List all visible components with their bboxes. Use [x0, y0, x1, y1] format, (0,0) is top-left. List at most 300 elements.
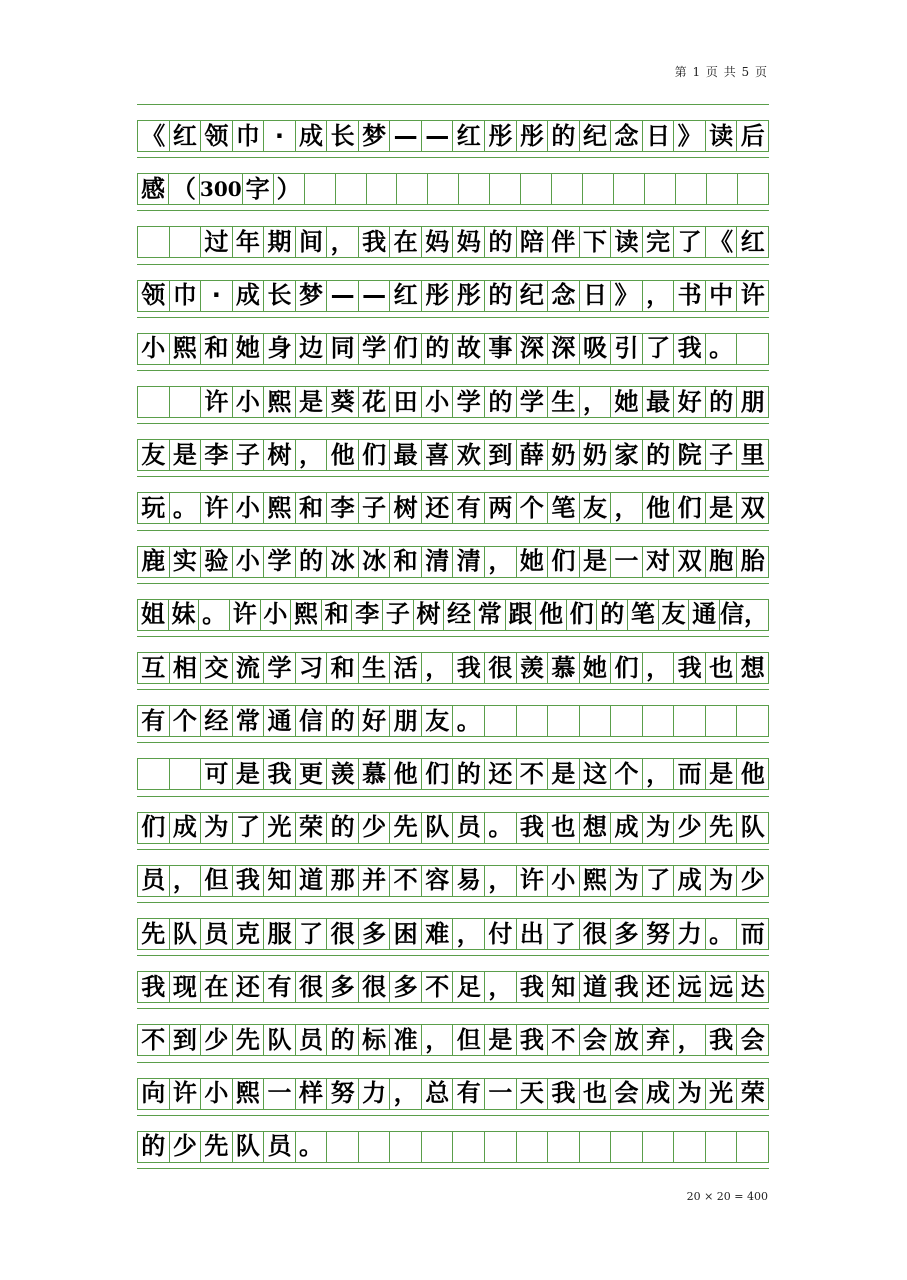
grid-cell: 努 [327, 1078, 359, 1109]
grid-cell [583, 173, 614, 204]
grid-cell: ， [611, 492, 643, 523]
grid-cell: 为 [643, 812, 675, 843]
grid-cell: ， [422, 1024, 454, 1055]
grid-cell: 多 [359, 918, 391, 949]
grid-cell: 长 [327, 120, 359, 151]
grid-cell: 信 [296, 705, 328, 736]
grid-cell: 验 [201, 546, 233, 577]
grid-cell: 们 [674, 492, 706, 523]
grid-cell: 生 [359, 652, 391, 683]
grid-cell: 们 [567, 599, 598, 630]
grid-row [137, 705, 769, 736]
grid-cell: 了 [674, 226, 706, 257]
grid-cell: 的 [485, 386, 517, 417]
grid-row [137, 1078, 769, 1109]
grid-cell: 们 [422, 758, 454, 789]
grid-cell: 学 [264, 546, 296, 577]
grid-cell [737, 333, 769, 364]
grid-cell: 边 [296, 333, 328, 364]
grid-cell [580, 1131, 612, 1162]
grid-cell [643, 705, 675, 736]
grid-cell: 我 [706, 1024, 738, 1055]
grid-cell: ， [485, 546, 517, 577]
grid-cell: 先 [706, 812, 738, 843]
grid-cell: 过 [201, 226, 233, 257]
grid-cell: 了 [233, 812, 265, 843]
grid-cell: 容 [422, 865, 454, 896]
grid-cell: 学 [359, 333, 391, 364]
grid-cell: 这 [580, 758, 612, 789]
grid-row [137, 1024, 769, 1055]
grid-cell: 很 [485, 652, 517, 683]
grid-cell: 知 [548, 971, 580, 1002]
grid-cell: ， [453, 918, 485, 949]
grid-cell [580, 705, 612, 736]
grid-cell: 的 [138, 1131, 170, 1162]
grid-cell [138, 386, 170, 417]
grid-cell: ， [170, 865, 202, 896]
grid-line [137, 736, 769, 737]
grid-cell: 员 [453, 812, 485, 843]
grid-cell: 朋 [390, 705, 422, 736]
grid-cell: 是 [548, 758, 580, 789]
grid-cell: 朋 [737, 386, 769, 417]
grid-cell: 队 [233, 1131, 265, 1162]
grid-cell: 现 [170, 971, 202, 1002]
grid-cell: 的 [296, 546, 328, 577]
grid-line [137, 742, 769, 743]
grid-cell: 她 [611, 386, 643, 417]
grid-cell: 熙 [291, 599, 322, 630]
grid-line [137, 370, 769, 371]
grid-cell: 队 [737, 812, 769, 843]
grid-cell: 了 [548, 918, 580, 949]
grid-cell: 许 [737, 280, 769, 311]
grid-row [137, 918, 769, 949]
grid-cell: 长 [264, 280, 296, 311]
grid-line [137, 630, 769, 631]
grid-cell: 间 [296, 226, 328, 257]
grid-cell [453, 1131, 485, 1162]
grid-cell: 习 [296, 652, 328, 683]
grid-cell: 。 [706, 333, 738, 364]
grid-cell: 通 [689, 599, 720, 630]
grid-cell: 生 [548, 386, 580, 417]
grid-cell: 红 [453, 120, 485, 151]
grid-cell: 向 [138, 1078, 170, 1109]
grid-cell: ， [296, 439, 328, 470]
grid-cell: 和 [322, 599, 353, 630]
grid-cell: 的 [597, 599, 628, 630]
grid-cell: 不 [517, 758, 549, 789]
grid-cell: 田 [390, 386, 422, 417]
grid-cell: 子 [383, 599, 414, 630]
grid-cell: 彤 [422, 280, 454, 311]
grid-cell: 玩 [138, 492, 170, 523]
grid-cell: 我 [233, 865, 265, 896]
grid-cell: 。 [170, 492, 202, 523]
grid-cell: 许 [170, 1078, 202, 1109]
grid-cell: 是 [706, 758, 738, 789]
grid-row [137, 386, 769, 417]
grid-cell: 还 [485, 758, 517, 789]
grid-cell: 易 [453, 865, 485, 896]
grid-line [137, 843, 769, 844]
grid-cell: 常 [233, 705, 265, 736]
grid-cell: 是 [296, 386, 328, 417]
grid-cell: 李 [327, 492, 359, 523]
grid-cell: 有 [138, 705, 170, 736]
grid-cell: 很 [359, 971, 391, 1002]
grid-cell [490, 173, 521, 204]
grid-cell [336, 173, 367, 204]
grid-cell: 有 [453, 492, 485, 523]
grid-line [137, 1055, 769, 1056]
grid-cell: 小 [201, 1078, 233, 1109]
grid-cell: 我 [548, 1078, 580, 1109]
grid-cell: 深 [517, 333, 549, 364]
grid-cell: 许 [201, 386, 233, 417]
grid-cell: 读 [611, 226, 643, 257]
grid-cell: 冰 [359, 546, 391, 577]
grid-cell: 少 [170, 1131, 202, 1162]
grid-cell: 小 [138, 333, 170, 364]
grid-cell: 活 [390, 652, 422, 683]
grid-cell: 学 [264, 652, 296, 683]
grid-cell: 先 [138, 918, 170, 949]
grid-cell [643, 1131, 675, 1162]
grid-cell: 达 [737, 971, 769, 1002]
grid-cell: 家 [611, 439, 643, 470]
grid-row [137, 652, 769, 683]
grid-cell: 羡 [327, 758, 359, 789]
grid-cell: 多 [327, 971, 359, 1002]
grid-cell: 们 [138, 812, 170, 843]
grid-cell: 经 [201, 705, 233, 736]
grid-cell [706, 1131, 738, 1162]
grid-cell [517, 1131, 549, 1162]
grid-cell: 到 [485, 439, 517, 470]
grid-line [137, 530, 769, 531]
grid-cell: 友 [422, 705, 454, 736]
grid-cell: 少 [737, 865, 769, 896]
grid-cell: 双 [737, 492, 769, 523]
grid-cell: 荣 [296, 812, 328, 843]
grid-cell: 友 [138, 439, 170, 470]
grid-cell: 姐 [138, 599, 169, 630]
grid-cell: 个 [611, 758, 643, 789]
grid-cell: 的 [548, 120, 580, 151]
grid-cell: — [359, 280, 391, 311]
grid-cell [674, 1131, 706, 1162]
grid-cell: 了 [643, 865, 675, 896]
grid-cell [548, 705, 580, 736]
grid-cell: 们 [390, 333, 422, 364]
grid-cell: 交 [201, 652, 233, 683]
page-number-header: 第 1 页 共 5 页 [674, 65, 768, 79]
grid-cell: 互 [138, 652, 170, 683]
grid-cell: 字 [243, 173, 274, 204]
grid-cell: 薛 [517, 439, 549, 470]
grid-cell: 喜 [422, 439, 454, 470]
grid-cell: 也 [706, 652, 738, 683]
grid-row [137, 333, 769, 364]
grid-cell: 书 [674, 280, 706, 311]
grid-cell: 的 [327, 705, 359, 736]
grid-line [137, 317, 769, 318]
grid-cell: 300 [200, 173, 243, 204]
grid-cell: 羡 [517, 652, 549, 683]
grid-cell: 日 [580, 280, 612, 311]
grid-row [137, 120, 769, 151]
grid-cell: 的 [643, 439, 675, 470]
grid-row [137, 599, 769, 630]
grid-cell: 最 [390, 439, 422, 470]
grid-cell: 不 [548, 1024, 580, 1055]
grid-cell: 并 [359, 865, 391, 896]
grid-cell: 信， [719, 600, 768, 629]
grid-cell: 的 [453, 758, 485, 789]
grid-cell: 到 [170, 1024, 202, 1055]
grid-cell: 我 [674, 652, 706, 683]
grid-line [137, 417, 769, 418]
grid-cell: 葵 [327, 386, 359, 417]
grid-cell: — [390, 120, 422, 151]
grid-cell: 也 [548, 812, 580, 843]
grid-cell: 成 [233, 280, 265, 311]
grid-cell [676, 173, 707, 204]
grid-cell [674, 705, 706, 736]
grid-line [137, 151, 769, 152]
grid-cell: 的 [327, 812, 359, 843]
grid-line [137, 1115, 769, 1116]
grid-cell [367, 173, 398, 204]
grid-cell: 她 [580, 652, 612, 683]
grid-cell [707, 173, 738, 204]
grid-cell: 巾 [233, 120, 265, 151]
grid-line [137, 583, 769, 584]
grid-cell: 会 [737, 1024, 769, 1055]
grid-cell: 小 [233, 386, 265, 417]
grid-cell [305, 173, 336, 204]
grid-cell: 领 [201, 120, 233, 151]
grid-cell: 小 [233, 492, 265, 523]
grid-cell: 红 [737, 226, 769, 257]
grid-cell: ， [643, 758, 675, 789]
grid-cell: 欢 [453, 439, 485, 470]
grid-cell: 先 [233, 1024, 265, 1055]
grid-cell: 但 [453, 1024, 485, 1055]
grid-cell: 想 [580, 812, 612, 843]
grid-cell: 奶 [548, 439, 580, 470]
grid-cell: 清 [453, 546, 485, 577]
grid-cell: 她 [233, 333, 265, 364]
grid-cell: 我 [674, 333, 706, 364]
grid-row [137, 812, 769, 843]
grid-cell: 和 [327, 652, 359, 683]
grid-cell: 标 [359, 1024, 391, 1055]
grid-cell: 和 [296, 492, 328, 523]
grid-cell: 伴 [548, 226, 580, 257]
grid-cell: 巾 [170, 280, 202, 311]
grid-cell: 天 [517, 1078, 549, 1109]
grid-cell: 感 [138, 173, 169, 204]
grid-cell: 而 [674, 758, 706, 789]
grid-cell: 光 [706, 1078, 738, 1109]
grid-cell: 少 [674, 812, 706, 843]
grid-line [137, 849, 769, 850]
grid-row [137, 971, 769, 1002]
grid-cell: （ [169, 173, 200, 204]
grid-cell: 多 [390, 971, 422, 1002]
grid-line [137, 1109, 769, 1110]
grid-cell: 员 [264, 1131, 296, 1162]
grid-line [137, 476, 769, 477]
grid-row [137, 865, 769, 896]
grid-cell [138, 226, 170, 257]
grid-cell: 为 [706, 865, 738, 896]
grid-cell: 道 [580, 971, 612, 1002]
grid-cell: 不 [390, 865, 422, 896]
grid-cell: 彤 [485, 120, 517, 151]
grid-cell: 了 [643, 333, 675, 364]
grid-cell: 远 [706, 971, 738, 1002]
grid-cell: 熙 [233, 1078, 265, 1109]
grid-cell: 光 [264, 812, 296, 843]
grid-line [137, 1168, 769, 1169]
grid-line [137, 264, 769, 265]
grid-cell: 我 [517, 812, 549, 843]
grid-cell: 为 [201, 812, 233, 843]
grid-cell: 里 [737, 439, 769, 470]
grid-cell [390, 1131, 422, 1162]
grid-cell: 难 [422, 918, 454, 949]
grid-cell [327, 1131, 359, 1162]
grid-cell: 双 [674, 546, 706, 577]
grid-cell: 相 [170, 652, 202, 683]
grid-cell: 在 [201, 971, 233, 1002]
grid-cell: 妈 [453, 226, 485, 257]
grid-cell: 一 [611, 546, 643, 577]
grid-line [137, 689, 769, 690]
grid-cell: 也 [580, 1078, 612, 1109]
grid-cell: 友 [659, 599, 690, 630]
grid-row [137, 439, 769, 470]
grid-cell [485, 705, 517, 736]
grid-row [137, 280, 769, 311]
grid-cell: 是 [580, 546, 612, 577]
grid-cell: 队 [422, 812, 454, 843]
grid-cell: 小 [422, 386, 454, 417]
grid-line [137, 683, 769, 684]
grid-cell: 年 [233, 226, 265, 257]
grid-cell: 员 [138, 865, 170, 896]
grid-cell [521, 173, 552, 204]
grid-line [137, 204, 769, 205]
grid-cell: 成 [170, 812, 202, 843]
grid-cell: 友 [580, 492, 612, 523]
grid-cell: 会 [611, 1078, 643, 1109]
grid-cell: 彤 [517, 120, 549, 151]
grid-cell: 好 [674, 386, 706, 417]
grid-cell: 完 [643, 226, 675, 257]
grid-cell: 放 [611, 1024, 643, 1055]
grid-cell: 克 [233, 918, 265, 949]
grid-cell: 后 [737, 120, 769, 151]
grid-cell: 荣 [737, 1078, 769, 1109]
grid-row [137, 1131, 769, 1162]
grid-cell: 的 [706, 386, 738, 417]
grid-cell: 彤 [453, 280, 485, 311]
grid-cell: 。 [199, 599, 230, 630]
grid-cell: — [327, 280, 359, 311]
grid-cell: 付 [485, 918, 517, 949]
grid-cell: 们 [548, 546, 580, 577]
grid-cell [459, 173, 490, 204]
grid-cell [138, 758, 170, 789]
grid-cell: 跟 [506, 599, 537, 630]
grid-cell: 树 [390, 492, 422, 523]
grid-cell: 慕 [359, 758, 391, 789]
grid-line [137, 1162, 769, 1163]
grid-cell: 和 [201, 333, 233, 364]
grid-row [137, 492, 769, 523]
grid-cell: 日 [643, 120, 675, 151]
grid-cell [611, 1131, 643, 1162]
grid-cell: 是 [233, 758, 265, 789]
grid-cell: 个 [517, 492, 549, 523]
grid-row [137, 226, 769, 257]
grid-cell: 许 [517, 865, 549, 896]
grid-cell: 为 [674, 1078, 706, 1109]
grid-cell: 他 [536, 599, 567, 630]
grid-cell: 妹 [169, 599, 200, 630]
grid-cell [737, 1131, 769, 1162]
grid-cell: 有 [264, 971, 296, 1002]
grid-cell: ， [485, 971, 517, 1002]
grid-cell: ， [580, 386, 612, 417]
grid-cell: 准 [390, 1024, 422, 1055]
grid-cell [428, 173, 459, 204]
grid-cell: 树 [414, 599, 445, 630]
grid-cell: 两 [485, 492, 517, 523]
grid-cell: 道 [296, 865, 328, 896]
grid-cell: 一 [264, 1078, 296, 1109]
grid-cell: 但 [201, 865, 233, 896]
grid-cell: 个 [170, 705, 202, 736]
grid-cell: 红 [170, 120, 202, 151]
grid-cell: 困 [390, 918, 422, 949]
grid-cell: 他 [327, 439, 359, 470]
grid-cell: 实 [170, 546, 202, 577]
grid-cell: 奶 [580, 439, 612, 470]
grid-line [137, 210, 769, 211]
grid-cell: 她 [517, 546, 549, 577]
grid-cell: 树 [264, 439, 296, 470]
grid-cell [397, 173, 428, 204]
grid-line [137, 311, 769, 312]
grid-line [137, 955, 769, 956]
grid-cell: 少 [359, 812, 391, 843]
grid-cell: 熙 [264, 386, 296, 417]
grid-cell: 我 [517, 1024, 549, 1055]
grid-line [137, 157, 769, 158]
grid-cell: 出 [517, 918, 549, 949]
grid-cell: 熙 [580, 865, 612, 896]
grid-cell: 梦 [359, 120, 391, 151]
grid-cell: 好 [359, 705, 391, 736]
grid-line [137, 949, 769, 950]
